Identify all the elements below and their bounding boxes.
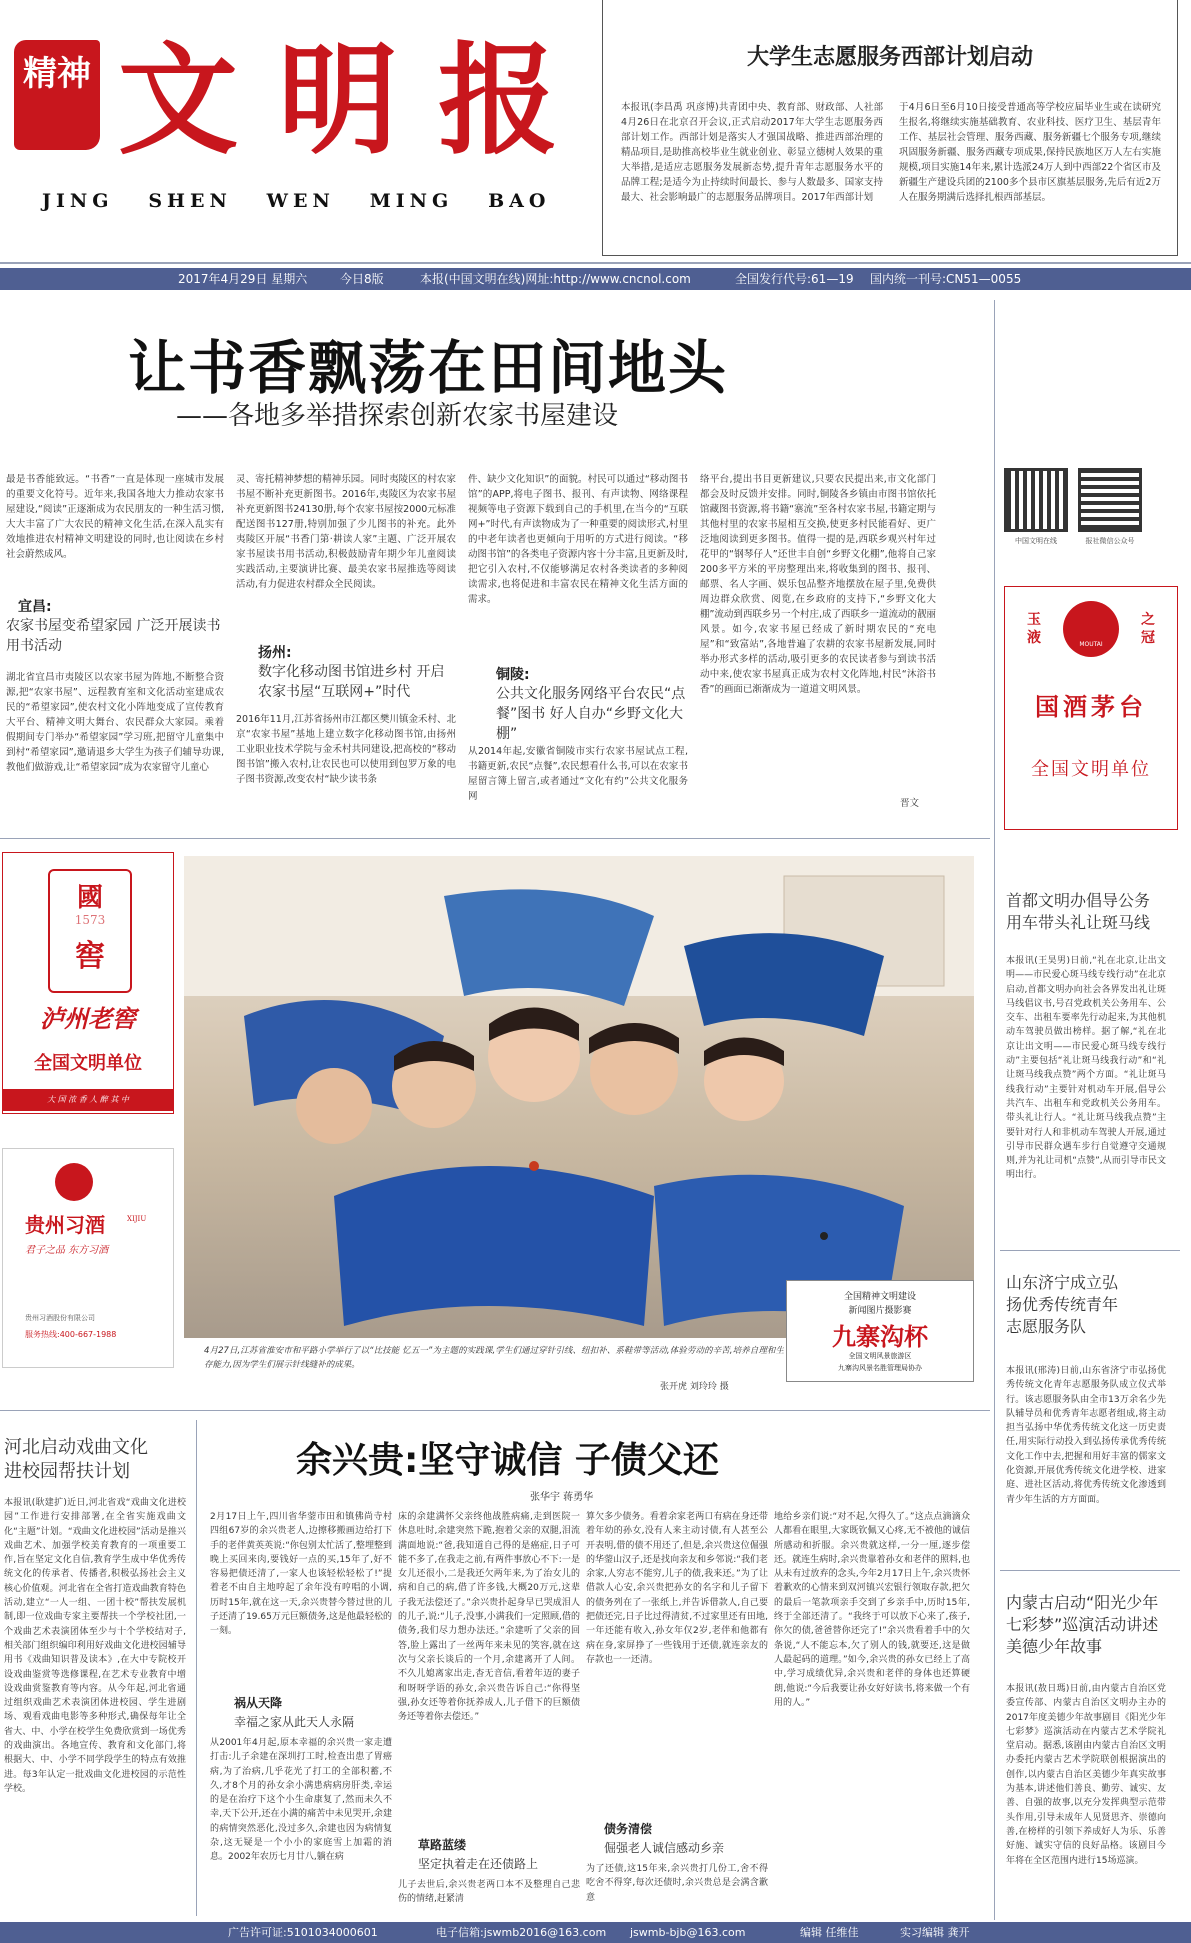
divider-top [0, 262, 1191, 264]
photo-illustration [184, 856, 974, 1338]
bottom-col2-sub2: 坚定执着走在还债路上 [418, 1857, 539, 1871]
ad-maotai-slogan: 全国文明单位 [1031, 759, 1151, 780]
top-article-title: 大学生志愿服务西部计划启动 [746, 45, 1033, 70]
footer-proof: 实习编辑 龚开 [900, 1926, 970, 1939]
left-story-title: 河北启动戏曲文化进校园帮扶计划 [4, 1437, 148, 1482]
ad-xijiu[interactable] [2, 1148, 174, 1368]
lead-sub-yichang: 农家书屋变希望家园 广泛开展读书用书活动 [6, 618, 221, 654]
footer-editor: 编辑 任维佳 [800, 1926, 859, 1939]
divider-right-1 [1000, 1250, 1180, 1251]
qr-caption-2: 报社微信公众号 [1085, 537, 1135, 545]
ad-luzhou[interactable] [2, 852, 174, 1114]
divider-left-col [196, 1420, 197, 1916]
ad-luzhou-slogan: 全国文明单位 [34, 1053, 142, 1074]
ad-maotai-right: 之冠 [1141, 612, 1155, 646]
divider-right-col [994, 300, 995, 1920]
ad-maotai-name: 国酒茅台 [1035, 692, 1147, 721]
lead-intro: 最是书香能致远。“书香”一直是体现一座城市发展的重要文化符号。近年来,我国各地大力推动农家书屋建设,“阅读”正逐渐成为农民朋友的一种生活习惯,大大丰富了广大农民的精神文化生活,在深入乱实有效地推进农村精神文明建设的同时,也让阅读在乡村社会蔚然成风。 [6, 474, 224, 560]
bottom-col1b: 从2001年4月起,原本幸福的余兴贵一家走遭打击:儿子余建在深圳打工时,检查出患了胃癌病,为了治病,几乎花光了打工的全部积蓄,不久,才8个月的孙女余小满患病病房肝类,幸运的是在治疗下这个小生命康复了,然而未久不幸,天下公开,还在小满的痛苦中未见哭开,余建的病情突然恶化,没过多久,余建也因为病情复杂,这无疑是一个小小的家庭雪上加霜的消息。2002年农历七月廿八,躺在病 [210, 1738, 392, 1863]
distribution-code: 全国发行代号:61—19 [735, 272, 854, 286]
bottom-col2b: 儿子去世后,余兴贵老两口本不及整理自己悲伤的情绪,赶紧清 [398, 1880, 580, 1905]
masthead-pinyin: JING SHEN WEN MING BAO [42, 190, 551, 212]
bottom-col3-sub1: 债务清偿 [604, 1822, 653, 1836]
ad-maotai-emblem-icon [1063, 601, 1119, 657]
bottom-col3: 算欠多少债务。看着余家老两口有病在身还带着年幼的孙女,没有人来主动讨债,有人甚至公开表明,借的债不用还了,但是,余兴贵这位倔强的华蓥山汉子,还是找向亲友和乡邻说:“我们老余家,人穷志不能穷,儿子的债,我来还。”为了让借款人心安,余兴贵把孙女的名字和儿子留下的债务列在了一张纸上,并告诉借款人,自己要把债还完,日子比过得清贫,不过家里还有田地,一年还能有收入,孙女年仅2岁,老伴和他都有病在身,家屏挣了一些钱用于还债,就连亲友的存款也一一还清。 [586, 1512, 768, 1665]
right-article-3-title: 内蒙古启动“阳光少年七彩梦”巡演活动讲述美德少年故事 [1006, 1593, 1159, 1656]
lead-col3-body-b: 从2014年起,安徽省铜陵市实行农家书屋试点工程,书籍更新,农民“点餐”,农民想看什么书,可以在农家书屋留言簿上留言,或者通过“文化有约”公共文化服务网 [468, 746, 688, 802]
divider-photo-bottom [0, 1410, 990, 1411]
ad-luzhou-seal-num: 1573 [74, 913, 106, 927]
right-article-1-body: 本报讯(王昊男)日前,“礼在北京,让出文明——市民爱心斑马线专线行动”在北京启动,首都文明办向社会各界发出礼让斑马线倡议书,号召党政机关公务用车、公交车、出租车要率先行动起来,为其他机动车驾驶员做出榜样。据了解,“礼在北京让出文明——市民爱心斑马线专线行动”主要包括“礼让斑马线我行动”和“礼让斑马线我点赞”两个方面。“礼让斑马线我行动”主要针对机动车开展,倡导公共汽车、出租车和党政机关公务用车。带头礼让行人。“礼让斑马线我点赞”主要针对行人和非机动车驾驶人开展,通过引导市民群众遇车步行自觉遵守交通规则,并为礼让司机“点赞”,从而引导市民文明出行。 [1006, 956, 1166, 1181]
ad-xijiu-name: 贵州习酒 [25, 1213, 105, 1237]
issue-date: 2017年4月29日 星期六 [178, 272, 308, 286]
photo-badge-line1: 全国精神文明建设 [843, 1292, 916, 1302]
photo-badge-name: 九寨沟杯 [832, 1322, 928, 1351]
photo-caption: 4月27日,江苏省淮安市和平路小学举行了以“比技能 忆五一”为主题的实践课,学生们通过穿针引线、纽扣补、系鞋带等活动,体验劳动的辛苦,培养自理和生存能力,因为学生们展示针线缝补的成果。 [204, 1346, 784, 1370]
ad-luzhou-seal-mid: 窖 [75, 939, 105, 974]
photo-badge-line2: 新闻图片摄影赛 [848, 1306, 912, 1316]
lead-col3-body-a: 件、缺少文化知识”的面貌。村民可以通过“移动图书馆”的APP,将电子图书、报刊、有声读物、网络课程视频等电子资源下载到自己的手机里,在当今的“互联网+”时代,有声读物成为了一种重要的阅读形式,村里的中老年读者也更倾向于用听的方式进行阅读。“移动图书馆”的各类电子资源内容十分丰富,且更新及时,把它引入农村,不仅能够满足农村各类读者的多种阅读需求,也将促进和丰富农民在精神文化生活方面的需求。 [468, 474, 688, 605]
ad-xijiu-hotline: 服务热线:400-667-1988 [25, 1330, 117, 1339]
lead-sub-yichang-place: 宜昌: [18, 599, 52, 615]
lead-sub-tongling: 公共文化服务网络平台农民“点餐”图书 好人自办“乡野文化大棚” [496, 686, 686, 742]
lead-col1-body: 湖北省宜昌市夷陵区以农家书屋为阵地,不断整合资源,把“农家书屋”、远程教育室和文化活动室建成农民的“希望家园”,使农村文化小阵地变成了宣传教育大平台、精神文明大舞台、农民群众大家园。乘着假期间专门举办“希望家园”学习班,把留守儿童集中到村“希望家园”,邀请退乡大学生为孩子们辅导功课,教他们做游戏,让“希望家园”成为农家留守儿童心 [6, 672, 224, 773]
masthead [0, 0, 600, 232]
masthead-title: 文明报 [118, 30, 598, 171]
ad-maotai[interactable] [1004, 586, 1178, 830]
photo-badge-line4: 九寨沟风景名胜管理局协办 [838, 1364, 922, 1372]
lead-col4-body: 络平台,提出书目更新建议,只要农民提出来,市文化部门都会及时反馈并安排。同时,铜陵各乡镇由市图书馆依托馆藏图书资源,将书籍“寨流”至各村农家书屋,书籍定期与其他村里的农家书屋相互交换,使更多村民能看好、更广泛地阅读到更多图书。值得一提的是,西联乡观兴村年过花甲的“钢琴仔人”还世丰自创“乡野文化棚”,他将自己家200多平方米的平房整理出来,将收集到的图书、报刊、邮票、名人字画、娱乐包品整齐地摆放在屋子里,免费供周边群众欣赏、阅览,在乡政府的支持下,“乡野文化大棚”流动到西联乡另一个村庄,成了西联乡一道流动的靓丽风景。如今,农家书屋已经成了新时期农民的“充电屋”和“致富站”,各地普遍了农耕的农家书屋新发展,同时举办形式多样的活动,吸引更多的农民读者参与到读书活动中来,使农家书屋真正成为农村文化阵地,村民“沐浴书香”的画面已渐渐成为一道道文明风景。 [700, 474, 936, 695]
info-strip [0, 268, 1191, 290]
left-story-body: 本报讯(耿建扩)近日,河北省戏“戏曲文化进校园”工作进行安排部署,在全省实施戏曲文化“主题”计划。“戏曲文化进校园”活动是推兴戏曲艺术、加强学校美育教育的一项重要工作,旨在坚定文化自信,教育学生成中华优秀传统文化的传承者、传播者,积极弘扬社会主义核心价值观。河北省在全省打造戏曲教育特色活动,建立“一人一组、一团十校”帮扶发展机制,即一位戏曲专家主要帮扶一个学校社团,一个戏曲艺术表演团体至少与十个学校结对子,相关部门组织编印利用好戏曲文化进校园辅导用书《戏曲知识普及读本》,在大中专院校开设戏曲鉴赏等选修课程,在艺术专业教育中增设戏曲赏鉴教育等内容。从今年起,河北省通过组织戏曲艺术表演团体进校园、学生进剧场、观看戏曲电影等多种形式,确保每年让全省大、中、小学在校学生免费欣赏到一场优秀的戏曲演出。各地宣传、教育和文化部门,将根据大、中、小学不同学段学生的特点有效推进。每3年认定一批戏曲文化进校园的示范性学校。 [4, 1498, 186, 1794]
feature-photo [184, 856, 974, 1338]
bottom-col1-sub2: 幸福之家从此天人永隔 [234, 1715, 355, 1729]
qr-caption-1: 中国文明在线 [1015, 537, 1057, 545]
bottom-col3-sub2: 倔强老人诚信感动乡亲 [604, 1841, 725, 1855]
cn-code: 国内统一刊号:CN51—0055 [870, 272, 1022, 286]
ad-luzhou-footer: 大 国 浓 香 人 醉 其 中 [3, 1089, 173, 1111]
masthead-logo-chars: 精神 [23, 54, 91, 94]
right-article-1-title: 首都文明办倡导公务用车带头礼让斑马线 [1006, 891, 1151, 932]
qr-code-2[interactable] [1078, 468, 1142, 532]
divider-right-2 [1000, 1570, 1180, 1571]
ad-xijiu-slogan: 君子之品 东方习酒 [25, 1245, 109, 1256]
lead-col2-body-a: 灵、寄托精神梦想的精神乐园。同时夷陵区的村农家书屋不断补充更新图书。2016年,夷陵区为农家书屋补充更新图书24130册,每个农家书屋按2000元标准配送图书127册,特别加强了少儿图书的补充。此外夷陵区开展“书香门第·耕读人家”主题、广泛开展农家书屋读书用书活动,积极鼓励青年期少年儿童阅读实践活动,主要演讲比赛、最美农家书屋推选等阅读活动,有力促进农村群众全民阅读。 [236, 474, 456, 590]
bottom-col1-sub1: 祸从天降 [234, 1696, 283, 1710]
bottom-col2-sub1: 草路蓝缕 [418, 1838, 467, 1852]
ad-xijiu-logo-icon [55, 1163, 93, 1201]
photo-badge-line3: 全国文明风景旅游区 [848, 1352, 912, 1360]
top-article-box [602, 0, 1178, 256]
lead-sub-yangzhou: 数字化移动图书馆进乡村 开启农家书屋“互联网+”时代 [258, 664, 445, 700]
top-article-col2: 于4月6日至6月10日接受普通高等学校应届毕业生或在读研究生报名,将继续实施基础教育、农业科技、医疗卫生、基层青年工作、基层社会管理、服务西藏、服务新疆七个服务专项,继续巩固服务新疆、服务西藏专项成果,保持民族地区万人左右实施规模,项目实施14年来,累计选派24万人到中西部22个省区市及新疆生产建设兵团的2100多个县市区旗基层服务,先后有近2万人在服务期满后选择扎根西部基层。 [899, 102, 1161, 203]
lead-byline: 晋文 [900, 798, 920, 809]
lead-col2-body-b: 2016年11月,江苏省扬州市江都区樊川镇金禾村、北京“农家书屋”基地上建立数字化移动图书馆,由扬州工业职业技术学院与金禾村共同建设,把高校的“移动图书馆”搬入农村,让农民也可以使用到包罗万象的电子图书资源,改变农村“缺少读书条 [236, 714, 456, 785]
bottom-story-title: 余兴贵:坚守诚信 子债父还 [296, 1440, 719, 1481]
divider-lead-bottom [0, 838, 990, 839]
photo-badge [786, 1280, 974, 1382]
issue-pages: 今日8版 [340, 272, 384, 286]
ad-luzhou-seal-top: 國 [76, 883, 103, 913]
ad-xijiu-fine: 贵州习酒股份有限公司 [25, 1314, 95, 1322]
lead-sub-tongling-place: 铜陵: [496, 667, 530, 683]
ad-maotai-brand: MOUTAI [1079, 641, 1103, 648]
photo-credit: 张开虎 刘玲玲 摄 [660, 1382, 729, 1392]
footer-license: 广告许可证:5101034000601 [228, 1926, 378, 1939]
website-url[interactable]: 本报(中国文明在线)网址:http://www.cncnol.com [420, 272, 691, 286]
footer-email-1[interactable]: 电子信箱:jswmb2016@163.com [436, 1926, 607, 1939]
right-article-2-title: 山东济宁成立弘扬优秀传统青年志愿服务队 [1006, 1273, 1119, 1336]
ad-xijiu-en: XIJIU [127, 1215, 147, 1223]
footer-email-2[interactable]: jswmb-bjb@163.com [630, 1926, 746, 1939]
bottom-col2: 床的余建满怀父亲终他战胜病痛,走到医院一休息吐时,余建突然下跪,抱着父亲的双腿,泪流满面地说:“爸,我知道自己得的是癌症,日子可能不多了,在我走之前,有两件事放心不下:一是女儿还很小,二是我还欠两年来,为了治女儿的病和自己的病,借了许多钱,大概20万元,这辈子我无法偿还了。”余兴贵扑起身早已哭成泪人的儿子,说:“儿子,没事,小满我们一定照顾,借的债务,我们尽力想办法还。”余建听了父亲的回答,脸上露出了一丝两年来未见的笑容,就在这次与父亲长谈后的一个月,余建离开了人间。不久儿媳离家出走,杳无音信,看着年迈的妻子和呀呀学语的孙女,余兴贵告诉自己:“你得坚强,孙女还等着你抚养成人,儿子借下的巨额债务还等着你去偿还。” [398, 1512, 580, 1723]
qr-code-1[interactable] [1004, 468, 1068, 532]
lead-sub-yangzhou-place: 扬州: [258, 645, 292, 661]
bottom-col4: 地给乡亲们说:“对不起,欠得久了。”这点点滴滴众人都看在眼里,大家既钦佩又心疼,无不被他的诚信所感动和折服。余兴贵就这样,一分一厘,逐步偿还。就连生病时,余兴贵靠着孙女和老伴的照料,也从未有过放弃的念头,今年2月17日上午,余兴贵怀着歉欢的心情来到双河镇兴宏银行领取存款,把欠的最后一笔款项亲手交到了乡亲手中,历时15年,终于全部还清了。“我终于可以放下心来了,孩子,你欠的债,爸爸替你还完了!”余兴贵看着手中的欠条说,“人不能忘本,欠了别人的钱,就要还,这是做人最起码的道理。”如今,余兴贵的孙女已经上了高中,学习成绩优异,余兴贵和老伴的身体也还算硬朗,他说:“今后我要让孙女好好读书,将来做一个有用的人。” [774, 1512, 970, 1708]
right-article-3-body: 本报讯(敖日瑪)日前,由内蒙古自治区党委宣传部、内蒙古自治区文明办主办的2017年度美德少年故事剧目《阳光少年七彩梦》巡演活动在内蒙古艺术学院礼堂启动。据悉,该剧由内蒙古自治区文明办委托内蒙古艺术学院联创根据演出的创作,以内蒙古自治区美德少年真实故事为基本,讲述他们善良、勤劳、诚实、友善、自强的故事,以充分发挥典型示范带头作用,引导未成年人见贤思齐、崇德向善,在榜样的引领下养成好人为乐、乐善好施、诚实守信的良好品格。该剧目今年将在全区范围内进行15场巡演。 [1006, 1684, 1166, 1866]
ad-maotai-left: 玉液 [1027, 612, 1041, 646]
ad-luzhou-name: 泸州老窖 [40, 1004, 136, 1033]
bottom-story-byline: 张华宇 蒋勇华 [530, 1492, 594, 1503]
right-article-2-body: 本报讯(邢涛)日前,山东省济宁市弘扬优秀传统文化青年志愿服务队成立仪式举行。该志愿服务队由全市13万余名少先队辅导员和优秀青年志愿者组成,将主动担当弘扬中华优秀传统文化这一历史责任,用实际行动投入到弘扬传承优秀传统文化工作中去,把握和用好丰富的儒家文化资源,开展优秀传统文化进学校、进家庭、进社区活动,将优秀传统文化渗透到青少年生活的方方面面。 [1006, 1366, 1166, 1505]
bottom-col1: 2月17日上午,四川省华蓥市田和镇佛尚寺村四组67岁的余兴贵老人,边擦移搬画边给打下手的老伴黄英英说:“你包别太忙活了,整埋整到晚上买回来肉,要钱好一点的买,15年了,好不容易把债还清了,一家人也该轻松轻松了!”提着老不由自主地哼起了余年没有哼唱的小调,历时15年,就在这一天,余兴贵替今替过世的儿子还清了19.65万元巨额债务,这是他最轻松的一刻。 [210, 1512, 392, 1637]
bottom-col3b: 为了还债,这15年来,余兴贵打几份工,舍不得吃舍不得穿,每次还债时,余兴贵总是会满含歉意 [586, 1864, 768, 1903]
lead-subtitle: ——各地多举措探索创新农家书屋建设 [176, 401, 619, 431]
lead-title: 让书香飘荡在田间地头 [128, 334, 729, 402]
top-article-col1: 本报讯(李昌禹 巩彦博)共青团中央、教育部、财政部、人社部4月26日在北京召开会议,正式启动2017年大学生志愿服务西部计划工作。西部计划是落实人才强国战略、推进西部治理的精品项目,是助推高校毕业生就业创业、彰显立德树人效果的重大举措,是适应志愿服务发展新态势,提升青年志愿服务水平的品牌工程;是适今为止持续时间最长、参与人数最多、国家支持最大、社会影响最广的志愿服务品牌项目。2017年西部计划 [621, 102, 883, 203]
ad-luzhou-seal [48, 869, 132, 993]
footer-bar [0, 1922, 1191, 1943]
